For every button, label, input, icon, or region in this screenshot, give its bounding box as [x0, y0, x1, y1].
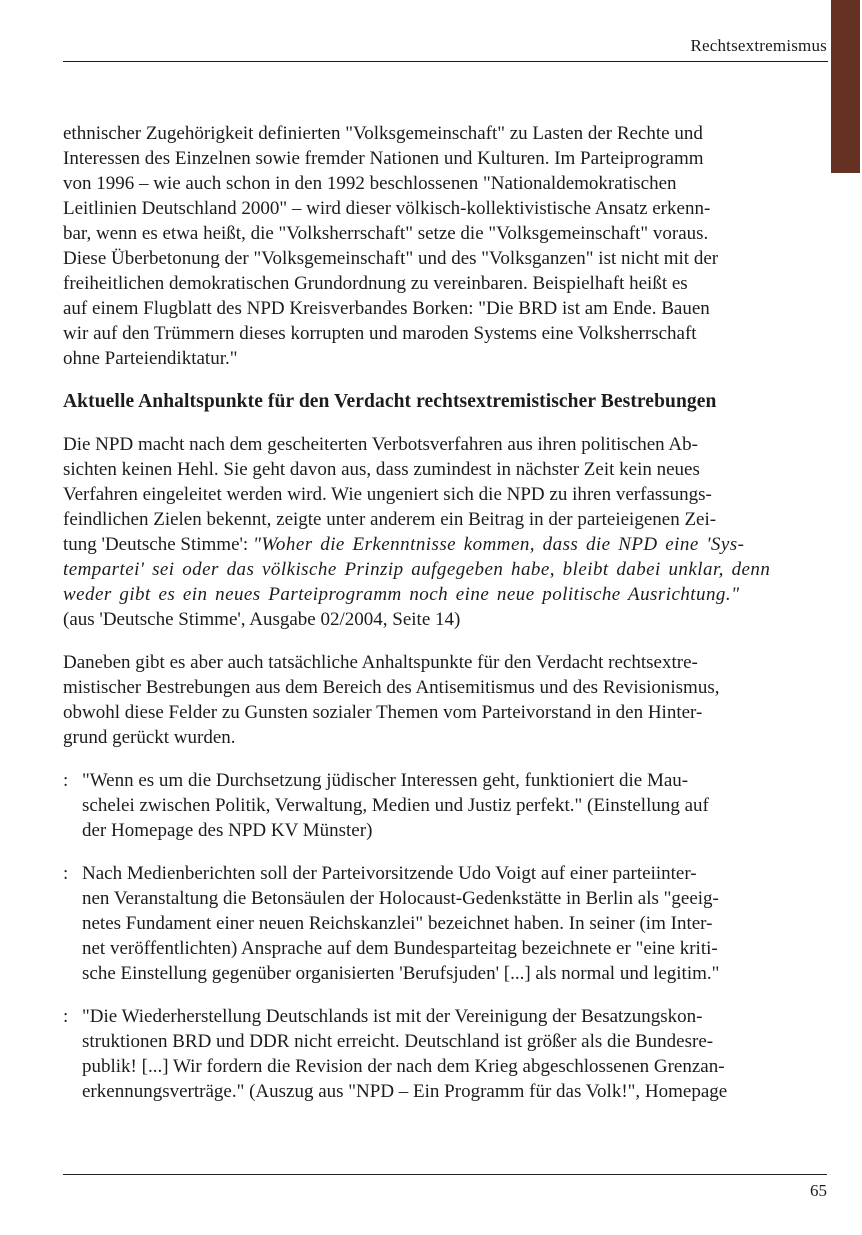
body-text: Daneben gibt es aber auch tatsächliche Anhaltspunkte für den Verdacht rechtsextre-: [63, 652, 698, 673]
text-line: [63, 482, 808, 507]
body-text: ohne Parteiendiktatur.": [63, 348, 238, 369]
text-line: [82, 861, 808, 886]
quoted-italic-text: "Woher die Erkenntnisse kommen, dass die NPD eine 'Sys-: [252, 534, 745, 555]
text-line: [63, 725, 808, 750]
body-text: Die NPD macht nach dem gescheiterten Verbotsverfahren aus ihren politischen Ab-: [63, 434, 698, 455]
body-text: Diese Überbetonung der "Volksgemeinschaft" und des "Volksganzen" ist nicht mit der: [63, 248, 719, 269]
body-text: schelei zwischen Politik, Verwaltung, Medien und Justiz perfekt." (Einstellung auf: [82, 795, 709, 816]
text-line: [82, 911, 808, 936]
text-line: [63, 196, 808, 221]
body-text: Nach Medienberichten soll der Parteivorsitzende Udo Voigt auf einer parteiinter-: [82, 863, 697, 884]
text-line: [63, 582, 808, 607]
body-text: obwohl diese Felder zu Gunsten sozialer Themen vom Parteivorstand in den Hinter-: [63, 702, 703, 723]
body-text: Interessen des Einzelnen sowie fremder Nationen und Kulturen. Im Parteiprogramm: [63, 148, 704, 169]
quoted-italic-text: tempartei' sei oder das völkische Prinzip aufgegeben habe, bleibt dabei unklar, denn: [63, 559, 771, 580]
bullet-item: [63, 1004, 808, 1104]
text-line: [63, 432, 808, 457]
document-body: [63, 121, 808, 1122]
running-header-title: Rechtsextremismus: [690, 36, 827, 55]
bullet-marker: :: [63, 863, 69, 884]
paragraph: [63, 650, 808, 750]
header-rule: [63, 61, 828, 62]
bullet-lines: [82, 861, 808, 986]
body-text: mistischer Bestrebungen aus dem Bereich des Antisemitismus und des Revisionismus,: [63, 677, 720, 698]
body-text: erkennungsverträge." (Auszug aus "NPD – Ein Programm für das Volk!", Homepage: [82, 1081, 728, 1102]
text-line: [82, 1004, 808, 1029]
text-line: [63, 321, 808, 346]
text-line: [63, 457, 808, 482]
body-text: sichten keinen Hehl. Sie geht davon aus, dass zumindest in nächster Zeit kein neues: [63, 459, 700, 480]
footer-rule: [63, 1174, 827, 1175]
text-line: [63, 532, 808, 557]
text-line: [63, 271, 808, 296]
text-line: [82, 961, 808, 986]
body-text: netes Fundament einer neuen Reichskanzlei" bezeichnet haben. In seiner (im Inter-: [82, 913, 713, 934]
body-text: publik! [...] Wir fordern die Revision der nach dem Krieg abgeschlossenen Grenzan-: [82, 1056, 725, 1077]
text-line: [82, 768, 808, 793]
body-text: Verfahren eingeleitet werden wird. Wie ungeniert sich die NPD zu ihren verfassungs-: [63, 484, 712, 505]
body-text: feindlichen Zielen bekennt, zeigte unter anderem ein Beitrag in der parteieigenen Zei-: [63, 509, 717, 530]
page-number: 65: [810, 1181, 827, 1200]
body-text: freiheitlichen demokratischen Grundordnung zu vereinbaren. Beispielhaft heißt es: [63, 273, 688, 294]
body-text: auf einem Flugblatt des NPD Kreisverbandes Borken: "Die BRD ist am Ende. Bauen: [63, 298, 710, 319]
text-line: [82, 793, 808, 818]
bullet-lines: [82, 1004, 808, 1104]
text-line: [82, 886, 808, 911]
text-line: [63, 507, 808, 532]
body-text: der Homepage des NPD KV Münster): [82, 820, 373, 841]
body-text: von 1996 – wie auch schon in den 1992 beschlossenen "Nationaldemokratischen: [63, 173, 677, 194]
body-text: nen Veranstaltung die Betonsäulen der Holocaust-Gedenkstätte in Berlin als "geeig-: [82, 888, 719, 909]
text-line: [82, 818, 808, 843]
text-line: [63, 246, 808, 271]
body-text: Leitlinien Deutschland 2000" – wird dieser völkisch-kollektivistische Ansatz erkenn-: [63, 198, 711, 219]
text-line: [63, 296, 808, 321]
text-line: [82, 1079, 808, 1104]
bullet-lines: [82, 768, 808, 843]
text-line: [63, 675, 808, 700]
body-text: wir auf den Trümmern dieses korrupten und maroden Systems eine Volksherrschaft: [63, 323, 697, 344]
text-line: [63, 650, 808, 675]
body-text: tung 'Deutsche Stimme':: [63, 534, 253, 555]
text-line: [82, 1029, 808, 1054]
quoted-italic-text: weder gibt es ein neues Parteiprogramm noch eine neue politische Ausrichtung.": [63, 584, 740, 605]
body-text: ethnischer Zugehörigkeit definierten "Volksgemeinschaft" zu Lasten der Rechte und: [63, 123, 703, 144]
bullet-marker: :: [63, 1006, 69, 1027]
text-line: [63, 346, 808, 371]
body-text: "Die Wiederherstellung Deutschlands ist mit der Vereinigung der Besatzungskon-: [82, 1006, 703, 1027]
body-text: bar, wenn es etwa heißt, die "Volksherrschaft" setze die "Volksgemeinschaft" voraus.: [63, 223, 709, 244]
section-heading: Aktuelle Anhaltspunkte für den Verdacht rechtsextremistischer Bestrebungen: [63, 391, 717, 412]
text-line: [63, 700, 808, 725]
text-line: [82, 1054, 808, 1079]
bullet-item: [63, 861, 808, 986]
body-text: (aus 'Deutsche Stimme', Ausgabe 02/2004, Seite 14): [63, 609, 461, 630]
body-text: grund gerückt wurden.: [63, 727, 236, 748]
text-line: [63, 121, 808, 146]
text-line: [82, 936, 808, 961]
text-line: [63, 557, 808, 582]
bullet-marker: :: [63, 770, 69, 791]
body-text: net veröffentlichten) Ansprache auf dem Bundesparteitag bezeichnete er "eine kriti-: [82, 938, 718, 959]
body-text: sche Einstellung gegenüber organisierten 'Berufsjuden' [...] als normal und legitim.": [82, 963, 720, 984]
body-text: struktionen BRD und DDR nicht erreicht. Deutschland ist größer als die Bundesre-: [82, 1031, 714, 1052]
chapter-color-tab: [831, 0, 860, 173]
bullet-item: [63, 768, 808, 843]
paragraph: [63, 432, 808, 632]
text-line: [63, 171, 808, 196]
text-line: [63, 607, 808, 632]
text-line: [63, 146, 808, 171]
paragraph: [63, 121, 808, 371]
text-line: [63, 221, 808, 246]
body-text: "Wenn es um die Durchsetzung jüdischer Interessen geht, funktioniert die Mau-: [82, 770, 689, 791]
